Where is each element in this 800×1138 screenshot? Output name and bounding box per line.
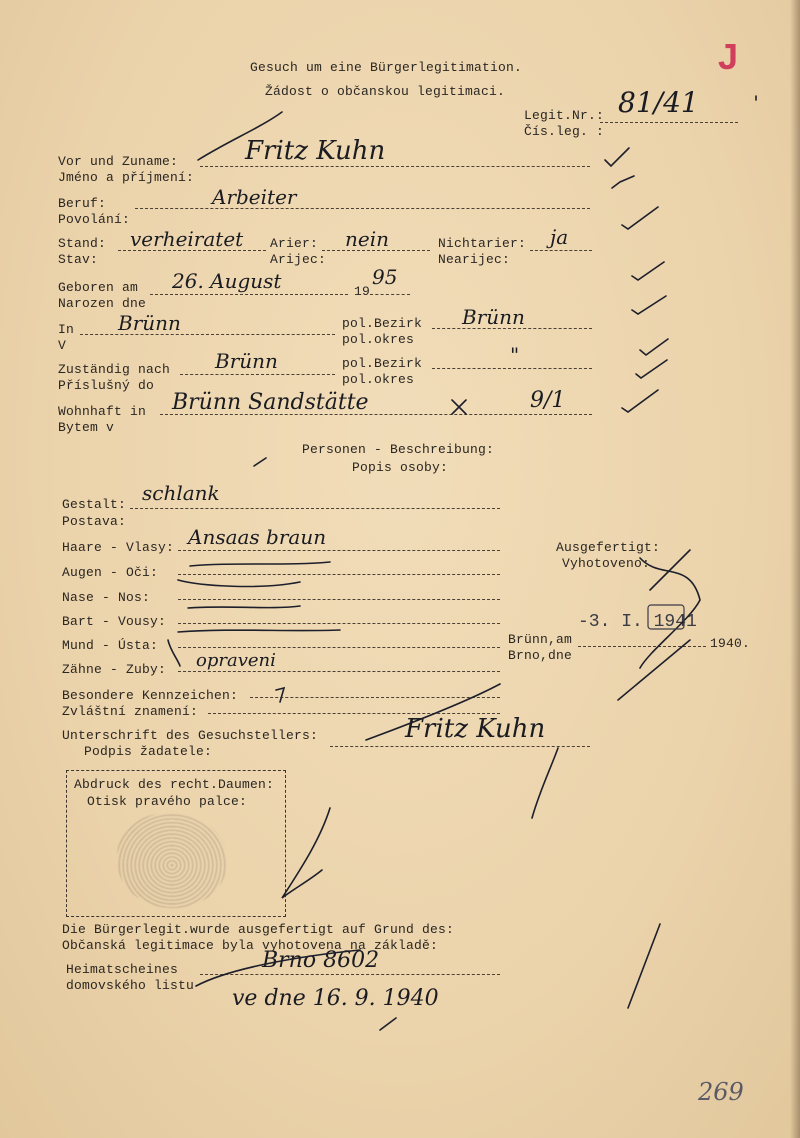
basis-heimat-cz: domovského listu — [66, 978, 195, 993]
born-year-prefix: 19 — [354, 284, 371, 299]
district1-value: Brünn — [462, 305, 525, 329]
hair-value: Ansaas braun — [188, 525, 327, 549]
description-heading-de: Personen - Beschreibung: — [302, 442, 495, 457]
basis-value-2: ve dne 16. 9. 1940 — [232, 986, 439, 1011]
marks-dash — [276, 688, 284, 702]
name-underline-flourish — [198, 112, 282, 160]
basis-value-1: Brno 8602 — [262, 948, 380, 973]
district2-value: " — [510, 343, 520, 367]
page-number: 269 — [698, 1078, 744, 1106]
status-label-cz: Stav: — [58, 252, 99, 267]
mouth-dash — [178, 630, 340, 632]
build-value: schlank — [142, 481, 220, 505]
jurisdiction-label-cz: Příslušný do — [58, 378, 155, 393]
eyes-dash — [190, 562, 330, 566]
title-german: Gesuch um eine Bürgerlegitimation. — [250, 60, 523, 75]
non-aryan-label-cz: Nearijec: — [438, 252, 511, 267]
birthplace-label-de: In — [58, 322, 75, 337]
basis-bottom-stroke — [380, 1018, 396, 1030]
check-mark-birthplace — [632, 296, 666, 314]
issued-date-stamp: -3. I. 1941 — [578, 612, 697, 632]
check-mark-jurisdiction — [636, 360, 667, 378]
residence-value: Brünn Sandstätte — [172, 390, 369, 415]
born-date-value: 26. August — [172, 269, 282, 293]
issued-label-de: Ausgefertigt: — [556, 540, 661, 555]
non-aryan-value: ja — [550, 225, 569, 249]
beard-dash — [188, 606, 300, 608]
district1-label-de: pol.Bezirk — [342, 316, 423, 331]
born-label-cz: Narozen dne — [58, 296, 147, 311]
born-year-suffix: 95 — [372, 265, 398, 289]
eyes-label: Augen - Oči: — [62, 565, 159, 580]
check-mark-born — [632, 262, 664, 280]
district1-label-cz: pol.okres — [342, 332, 415, 347]
name-value: Fritz Kuhn — [245, 136, 386, 166]
issued-signature-scrawl — [640, 550, 700, 668]
check-mark-residence — [622, 390, 658, 412]
signature-underline — [366, 684, 500, 740]
applicant-signature: Fritz Kuhn — [405, 714, 546, 744]
basis-text-cz: Občanská legitimace byla vyhotovena na základě: — [62, 938, 439, 953]
birthplace-value: Brünn — [118, 311, 181, 335]
status-label-de: Stand: — [58, 236, 107, 251]
teeth-strike — [168, 640, 180, 666]
district2-label-cz: pol.okres — [342, 372, 415, 387]
signature-label-de: Unterschrift des Gesuchstellers: — [62, 728, 319, 743]
legit-label-cz: Čís.leg. : — [524, 124, 605, 139]
teeth-value: opraveni — [196, 650, 276, 671]
signature-label-cz: Podpis žadatele: — [84, 744, 213, 759]
right-margin-stroke — [628, 924, 660, 1008]
slash-mark — [254, 458, 266, 466]
beard-label: Bart - Vousy: — [62, 614, 167, 629]
marks-label-de: Besondere Kennzeichen: — [62, 688, 239, 703]
non-aryan-label-de: Nichtarier: — [438, 236, 527, 251]
issued-place-cz: Brno,dne — [508, 648, 573, 663]
thumbprint-label-cz: Otisk pravého palce: — [87, 794, 248, 809]
residence-label-de: Wohnhaft in — [58, 404, 147, 419]
thumb-pencil-mark — [282, 808, 330, 898]
jurisdiction-label-de: Zuständig nach — [58, 362, 171, 377]
occupation-value: Arbeiter — [212, 185, 297, 209]
born-label-de: Geboren am — [58, 280, 139, 295]
check-mark-district — [640, 339, 668, 355]
check-mark-status — [622, 207, 658, 229]
district2-label-de: pol.Bezirk — [342, 356, 423, 371]
check-mark-occupation — [612, 176, 634, 188]
nose-label: Nase - Nos: — [62, 590, 151, 605]
legit-label-de: Legit.Nr.: — [524, 108, 605, 123]
basis-text-de: Die Bürgerlegit.wurde ausgefertigt auf Grund des: — [62, 922, 455, 937]
description-heading-cz: Popis osoby: — [352, 460, 449, 475]
aryan-label-de: Arier: — [270, 236, 319, 251]
name-label-de: Vor und Zuname: — [58, 154, 179, 169]
jurisdiction-value: Brünn — [215, 349, 278, 373]
occupation-label-cz: Povolání: — [58, 212, 131, 227]
nose-dash — [178, 580, 300, 586]
issued-label-cz: Vyhotoveno: — [562, 556, 651, 571]
teeth-label: Zähne - Zuby: — [62, 662, 167, 677]
marks-label-cz: Zvláštní znamení: — [62, 704, 199, 719]
issued-long-stroke — [618, 640, 690, 700]
name-label-cz: Jméno a příjmení: — [58, 170, 195, 185]
jewish-marker-stamp: J — [718, 36, 739, 77]
residence-strikeout — [452, 400, 466, 414]
aryan-value: nein — [345, 227, 389, 251]
signature-descender — [532, 748, 558, 818]
aryan-label-cz: Arijec: — [270, 252, 327, 267]
build-label-de: Gestalt: — [62, 497, 127, 512]
build-label-cz: Postava: — [62, 514, 127, 529]
hair-label: Haare - Vlasy: — [62, 540, 175, 555]
basis-heimat-de: Heimatscheines — [66, 962, 179, 977]
legit-number-value: 81/41 — [618, 86, 699, 119]
thumbprint-label-de: Abdruck des recht.Daumen: — [74, 777, 275, 792]
issued-place-de: Brünn,am — [508, 632, 573, 647]
mouth-label: Mund - Ústa: — [62, 638, 159, 653]
residence-number: 9/1 — [530, 388, 566, 413]
title-czech: Žádost o občanskou legitimaci. — [265, 84, 506, 99]
basis-long-stroke — [196, 950, 360, 986]
issued-year-print: 1940. — [710, 636, 751, 651]
birthplace-label-cz: V — [58, 338, 67, 353]
occupation-label-de: Beruf: — [58, 196, 107, 211]
check-mark-name — [605, 148, 629, 166]
status-value: verheiratet — [130, 227, 244, 251]
residence-label-cz: Bytem v — [58, 420, 115, 435]
